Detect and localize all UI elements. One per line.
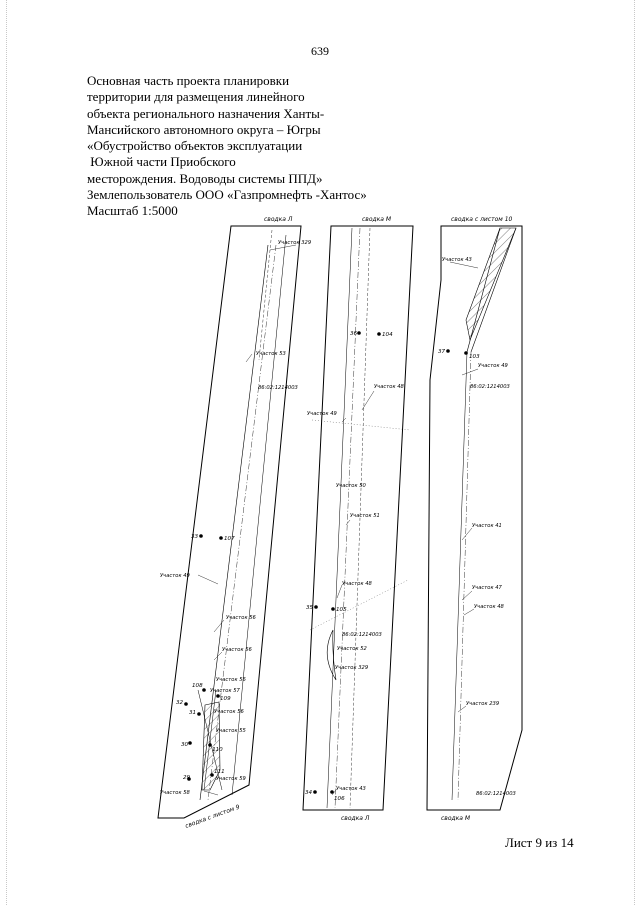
survey-point [377,332,381,336]
leader-line [346,520,350,525]
survey-point [202,688,206,692]
point-number: 31 [189,710,197,716]
leader-line [462,369,478,375]
title-line: Землепользователь ООО «Газпромнефть -Хантос» [87,187,367,203]
parcel-label: Участок 51 [350,513,380,519]
parcel-label: Участок 49 [307,411,337,417]
leader-line [198,575,218,584]
map-sheet-m [303,216,413,822]
survey-point [357,331,361,335]
lens-feature [327,630,336,680]
leader-line [462,528,472,540]
point-number: 106 [334,796,345,802]
title-line: Мансийского автономного округа – Югры [87,121,321,137]
leader-line [362,391,374,410]
parcel-label: Участок 55 [216,728,246,734]
sheet-header: сводка М [362,216,392,223]
point-number: 111 [214,769,225,775]
parcel-label: Участок 56 [216,677,246,683]
parcel-label: Участок 41 [472,523,502,529]
point-number: 33 [191,534,199,540]
point-number: 32 [176,700,184,706]
point-number: 37 [438,349,446,355]
survey-point [330,790,334,794]
cadastral-number: 86:02:1214003 [258,385,298,391]
sheet-footer: сводка Л [341,815,370,822]
sheet-header: сводка Л [264,216,293,223]
parcel-label: Участок 58 [160,790,190,796]
map-scale: Масштаб 1:5000 [87,203,178,219]
survey-point [184,702,188,706]
parcel-label: Участок 49 [160,573,190,579]
parcel-label: Участок 56 [226,615,256,621]
hatched-area [466,228,516,340]
survey-point [219,536,223,540]
cadastral-number: 86:02:1214003 [476,791,516,797]
survey-point [331,607,335,611]
parcel-label: Участок 239 [466,701,500,707]
title-line: территории для размещения линейного [87,89,305,105]
parcel-label: Участок 59 [216,776,246,782]
point-number: 35 [306,605,314,611]
leader-line [246,354,252,362]
point-number: 107 [224,536,235,542]
title-line: «Обустройство объектов эксплуатации [87,138,303,154]
parcel-label: Участок 329 [278,240,312,246]
sheet-footer: сводка М [441,815,471,822]
parcel-label: Участок 49 [478,363,508,369]
title-line: объекта регионального назначения Ханты- [87,105,325,121]
corridor-line [452,352,467,800]
boundary-line [312,420,410,430]
survey-point [199,534,203,538]
leader-line [204,791,218,795]
leader-line [464,609,474,615]
parcel-label: Участок 329 [335,665,369,671]
parcel-label: Участок 48 [342,581,372,587]
point-number: 30 [181,742,189,748]
sheet-footer: сводка с листом 9 [184,803,241,830]
survey-point [464,351,468,355]
point-number: 36 [350,331,358,337]
leader-line [462,591,472,600]
survey-point [197,712,201,716]
sheet-counter: Лист 9 из 14 [505,835,574,850]
point-number: 104 [382,332,393,338]
page-number: 639 [311,44,329,58]
point-number: 110 [212,747,223,753]
point-number: 103 [469,354,480,360]
survey-point [314,605,318,609]
parcel-label: Участок 43 [336,786,366,792]
parcel-label: Участок 43 [442,257,472,263]
point-number: 29 [183,775,191,781]
parcel-label: Участок 48 [374,384,404,390]
parcel-label: Участок 52 [337,646,367,652]
parcel-label: Участок 56 [214,709,244,715]
point-number: 105 [336,607,347,613]
title-line: месторождения. Водоводы системы ППД» [87,170,323,186]
map-sheet-n [427,216,522,822]
leader-line [214,620,224,632]
sheet-header: сводка с листом 10 [451,216,513,223]
title-line: Южной части Приобского [87,154,236,170]
survey-point [313,790,317,794]
survey-point [188,741,192,745]
parcel-label: Участок 53 [256,351,286,357]
point-number: 109 [220,696,231,702]
cadastral-number: 86:02:1214003 [470,384,510,390]
boundary-line [467,228,500,352]
map-sheet-l [158,216,311,830]
title-line: Основная часть проекта планировки [87,73,290,88]
cadastral-number: 86:02:1214003 [342,632,382,638]
point-number: 34 [305,790,313,796]
parcel-label: Участок 47 [472,585,502,591]
leader-line [458,706,466,712]
corridor-line [259,230,272,360]
survey-point [446,349,450,353]
parcel-label: Участок 56 [222,647,252,653]
parcel-label: Участок 50 [336,483,366,489]
parcel-label: Участок 48 [474,604,504,610]
parcel-label: Участок 57 [210,688,240,694]
corridor-line [327,228,352,808]
point-number: 108 [192,683,203,689]
